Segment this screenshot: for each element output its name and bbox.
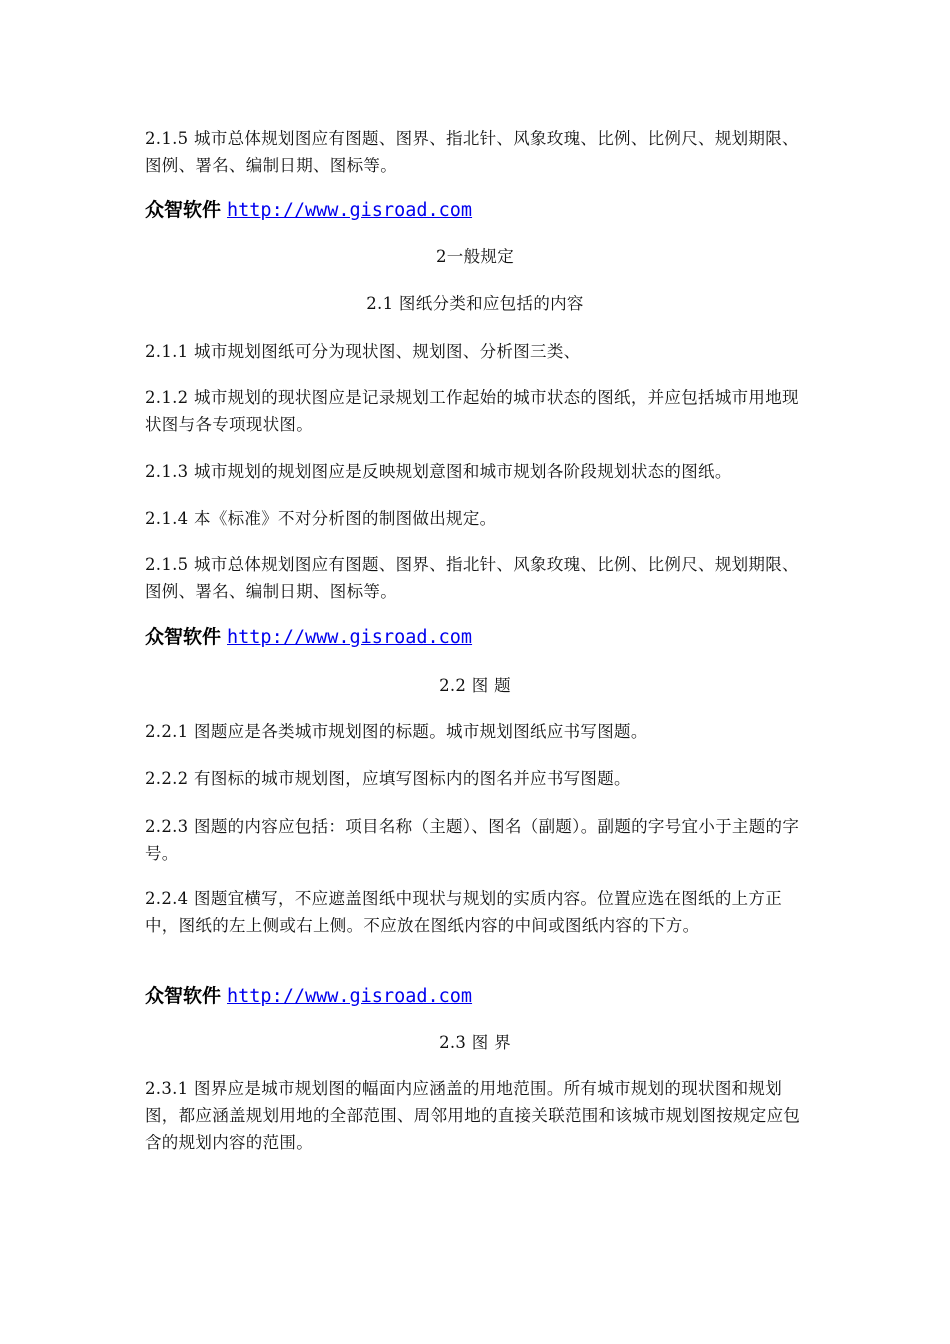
paragraph-2-2-4: 2.2.4 图题宜横写，不应遮盖图纸中现状与规划的实质内容。位置应选在图纸的上方正中，图纸的左上侧或右上侧。不应放在图纸内容的中间或图纸内容的下方。 [145,889,783,935]
paragraph-2-1-1: 2.1.1 城市规划图纸可分为现状图、规划图、分析图三类、 [145,342,581,361]
brand-link[interactable]: http://www.gisroad.com [227,986,473,1007]
brand-line [145,623,805,652]
paragraph-2-1-5-top: 2.1.5 城市总体规划图应有图题、图界、指北针、风象玫瑰、比例、比例尺、规划期限、图例、署名、编制日期、图标等。 [145,129,799,175]
heading-2: 2一般规定 [436,247,514,266]
paragraph-2-2-1: 2.2.1 图题应是各类城市规划图的标题。城市规划图纸应书写图题。 [145,722,648,741]
heading-2-1: 2.1 图纸分类和应包括的内容 [366,294,584,313]
brand-line [145,196,805,225]
heading-2-3: 2.3 图 界 [439,1033,511,1052]
brand-name: 众智软件 [145,199,222,221]
paragraph-2-2-2: 2.2.2 有图标的城市规划图，应填写图标内的图名并应书写图题。 [145,769,631,788]
paragraph-2-1-4: 2.1.4 本《标准》不对分析图的制图做出规定。 [145,509,497,528]
paragraph-2-1-2: 2.1.2 城市规划的现状图应是记录规划工作起始的城市状态的图纸，并应包括城市用地现状图与各专项现状图。 [145,388,799,434]
brand-line [145,982,805,1011]
brand-link[interactable]: http://www.gisroad.com [227,627,473,648]
brand-name: 众智软件 [145,985,222,1007]
brand-link[interactable]: http://www.gisroad.com [227,200,473,221]
paragraph-2-1-3: 2.1.3 城市规划的规划图应是反映规划意图和城市规划各阶段规划状态的图纸。 [145,462,732,481]
paragraph-2-2-3: 2.2.3 图题的内容应包括：项目名称（主题）、图名（副题）。副题的字号宜小于主题的字号。 [145,817,800,863]
brand-name: 众智软件 [145,626,222,648]
paragraph-2-3-1: 2.3.1 图界应是城市规划图的幅面内应涵盖的用地范围。所有城市规划的现状图和规划图，都应涵盖规划用地的全部范围、周邻用地的直接关联范围和该城市规划图按规定应包含的规划内容的范围。 [145,1079,801,1152]
heading-2-2: 2.2 图 题 [439,676,511,695]
paragraph-2-1-5: 2.1.5 城市总体规划图应有图题、图界、指北针、风象玫瑰、比例、比例尺、规划期限、图例、署名、编制日期、图标等。 [145,555,799,601]
